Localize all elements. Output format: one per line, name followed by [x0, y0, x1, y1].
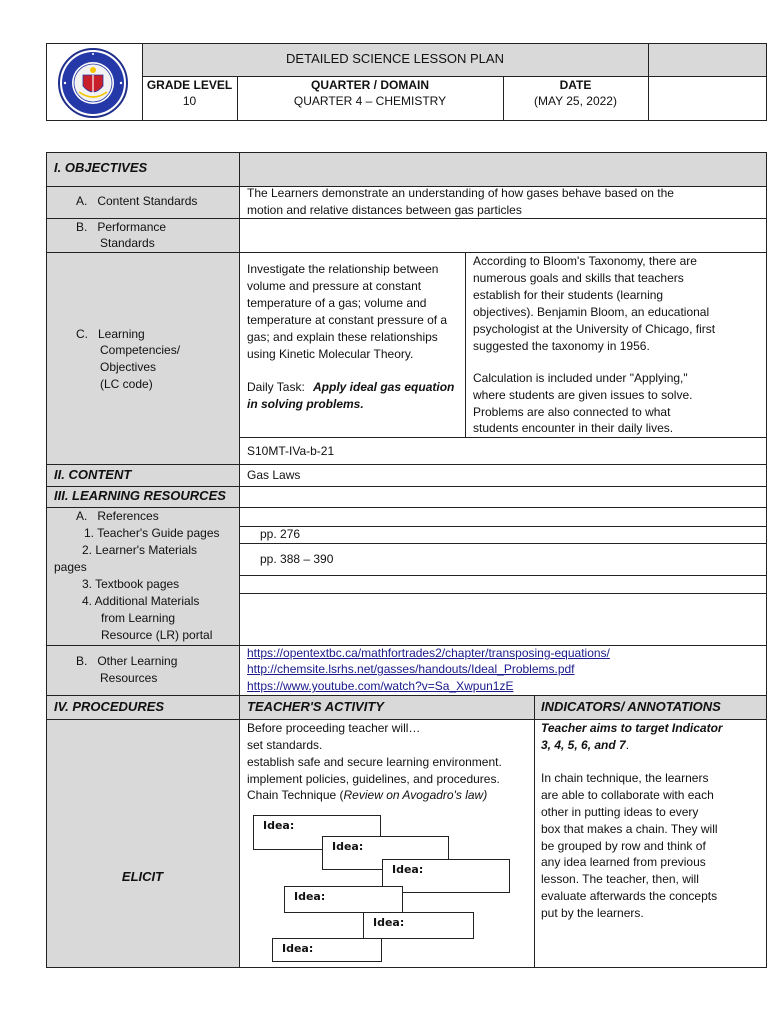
additional-materials-label-line-2: from Learning [101, 611, 176, 625]
other-resources-label-line-2: Resources [100, 671, 158, 685]
title-side-cell [648, 43, 767, 76]
teacher-activity-line: Before proceeding teacher will… [247, 721, 421, 735]
indicator-annotation-line: In chain technique, the learners [541, 771, 709, 785]
learners-materials-label-line-1: 2. Learner's Materials [82, 543, 198, 557]
lc-text-line: temperature of a gas; volume and [247, 296, 427, 310]
lc-text-line: using Kinetic Molecular Theory. [247, 347, 414, 361]
bloom-text-line: suggested the taxonomy in 1956. [473, 339, 650, 353]
resource-link-chemsite[interactable]: http://chemsite.lsrhs.net/gasses/handouts/Ideal_Problems.pdf [247, 662, 575, 676]
content-standards-text-line-1: The Learners demonstrate an understanding of how gases behave based on the [247, 186, 674, 200]
learning-competencies-label-line-4: (LC code) [100, 377, 153, 391]
learning-competencies-label-line-3: Objectives [100, 360, 157, 374]
objectives-heading: I. OBJECTIVES [54, 160, 148, 175]
teachers-guide-value: pp. 276 [260, 527, 301, 541]
textbook-pages-label: 3. Textbook pages [82, 577, 180, 591]
content-standards-label: A. Content Standards [76, 194, 198, 208]
deped-seal-logo [57, 48, 129, 118]
chain-technique-topic: Review on Avogadro's law) [343, 788, 488, 802]
learning-competencies-label-line-1: C. Learning [76, 327, 145, 341]
additional-materials-label-line-1: 4. Additional Materials [82, 594, 200, 608]
indicators-heading: INDICATORS/ ANNOTATIONS [541, 699, 721, 714]
learners-materials-value: pp. 388 – 390 [260, 552, 334, 566]
teacher-activity-line: establish safe and secure learning environment. [247, 755, 502, 769]
bloom-text-line: psychologist at the University of Chicago, first [473, 322, 716, 336]
indicator-annotation-line: box that makes a chain. They will [541, 822, 718, 836]
bloom-text-line: establish for their students (learning [473, 288, 664, 302]
resource-link-opentextbc[interactable]: https://opentextbc.ca/mathfortrades2/chapter/transposing-equations/ [247, 646, 610, 660]
performance-standards-label-line-2: Standards [100, 236, 155, 250]
procedures-heading: IV. PROCEDURES [54, 699, 165, 714]
indicator-target-line-2 [541, 737, 629, 754]
indicator-annotation-line: evaluate afterwards the concepts [541, 889, 718, 903]
date-value: (MAY 25, 2022) [534, 94, 617, 108]
learning-resources-heading: III. LEARNING RESOURCES [54, 488, 226, 503]
lc-text-line: Investigate the relationship between [247, 262, 439, 276]
indicator-annotation-line: any idea learned from previous [541, 855, 706, 869]
idea-box [363, 912, 474, 939]
daily-task-text-line-1: Apply ideal gas equation [313, 380, 455, 394]
idea-box [284, 886, 403, 913]
teacher-activity-line: set standards. [247, 738, 323, 752]
indicator-annotation-line: are able to collaborate with each [541, 788, 714, 802]
date-label: DATE [559, 78, 592, 92]
lesson-plan-title: DETAILED SCIENCE LESSON PLAN [286, 51, 504, 66]
indicator-annotation-line: lesson. The teacher, then, will [541, 872, 699, 886]
quarter-domain-label: QUARTER / DOMAIN [311, 78, 429, 92]
idea-box-label: Idea: [294, 890, 326, 903]
bloom-text-line: numerous goals and skills that teachers [473, 271, 684, 285]
teacher-activity-line: implement policies, guidelines, and procedures. [247, 772, 500, 786]
learning-competencies-label-line-2: Competencies/ [100, 343, 181, 357]
idea-box-label: Idea: [373, 916, 405, 929]
objectives-header-cell [239, 152, 766, 186]
grade-level-value: 10 [182, 94, 197, 108]
performance-standards-label-line-1: B. Performance [76, 220, 167, 234]
bloom-text-line: Problems are also connected to what [473, 405, 671, 419]
indicator-target-numbers: 3, 4, 5, 6, and 7 [541, 738, 626, 752]
references-label: A. References [76, 509, 159, 523]
indicator-annotation-line: be grouped by row and think of [541, 839, 706, 853]
content-standards-text-line-2: motion and relative distances between gas particles [247, 203, 522, 217]
indicator-annotation-line: put by the learners. [541, 906, 644, 920]
content-value: Gas Laws [247, 468, 301, 482]
teachers-activity-heading: TEACHER'S ACTIVITY [247, 699, 384, 714]
lc-text-line: gas; and explain these relationships [247, 330, 438, 344]
resource-link-youtube[interactable]: https://www.youtube.com/watch?v=Sa_Xwpun1zE [247, 679, 514, 693]
indicator-annotation-line: other in putting ideas to every [541, 805, 699, 819]
lc-code: S10MT-IVa-b-21 [247, 444, 335, 458]
chain-technique-prefix: Chain Technique ( [247, 788, 344, 802]
other-resources-label-line-1: B. Other Learning [76, 654, 178, 668]
grade-level-label: GRADE LEVEL [146, 78, 233, 92]
daily-task-label: Daily Task: [247, 380, 305, 394]
idea-box-label: Idea: [392, 863, 424, 876]
idea-box-label: Idea: [332, 840, 364, 853]
elicit-label: ELICIT [121, 869, 164, 884]
lc-text-line: volume and pressure at constant [247, 279, 422, 293]
chain-technique-line [247, 787, 487, 804]
quarter-domain-value: QUARTER 4 – CHEMISTRY [293, 94, 447, 108]
teachers-guide-label: 1. Teacher's Guide pages [84, 526, 220, 540]
lc-text-line: temperature at constant pressure of a [247, 313, 448, 327]
content-heading: II. CONTENT [54, 467, 132, 482]
indicator-target-line-1: Teacher aims to target Indicator [541, 721, 723, 735]
daily-task-text-line-2: in solving problems. [247, 397, 364, 411]
additional-materials-label-line-3: Resource (LR) portal [101, 628, 213, 642]
bloom-text-line: Calculation is included under "Applying," [473, 371, 688, 385]
bloom-text-line: objectives). Benjamin Bloom, an educational [473, 305, 710, 319]
idea-box-label: Idea: [263, 819, 295, 832]
learners-materials-label-line-2: pages [54, 560, 87, 574]
idea-box [272, 938, 382, 962]
indicator-target-period: . [625, 738, 630, 752]
bloom-text-line: According to Bloom's Taxonomy, there are [473, 254, 697, 268]
bloom-text-line: where students are given issues to solve. [473, 388, 693, 402]
bloom-text-line: students encounter in their daily lives. [473, 421, 674, 435]
idea-box-label: Idea: [282, 942, 314, 955]
